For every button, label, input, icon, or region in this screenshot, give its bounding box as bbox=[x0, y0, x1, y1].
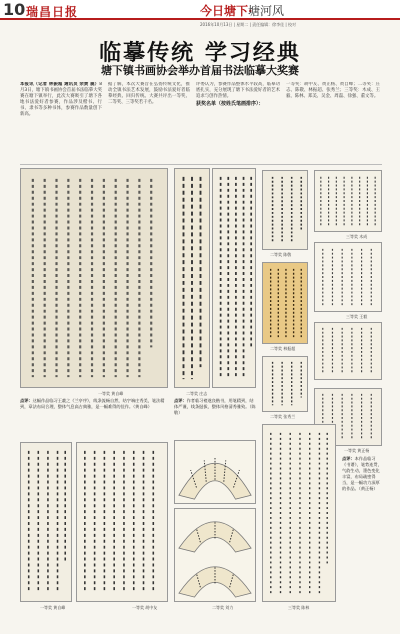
calligraphy-photo-5 bbox=[262, 262, 308, 344]
fan-calligraphy-2 bbox=[174, 508, 256, 602]
comment-1-text: 这幅作品临习王羲之《兰亭序》，线条流畅自然，结字端庄秀美，笔法精到，章法布局合理，整体气息高古典雅，是一幅难得的佳作。（黄自峰） bbox=[20, 398, 165, 409]
dateline: 2016年10月13日 | 星期二 | 责任编辑：徐李佳 | 校对 bbox=[200, 22, 297, 27]
caption-5: 二等奖 林振超 bbox=[270, 346, 296, 351]
comment-3 bbox=[342, 456, 382, 606]
fan-calligraphy-1 bbox=[174, 440, 256, 504]
comment-1-lead: 点评： bbox=[20, 398, 33, 403]
article-column-1 bbox=[20, 82, 102, 157]
comment-2 bbox=[174, 398, 256, 434]
section-subtitle: 塘河风 bbox=[248, 4, 285, 18]
article-text-3: 评委认为，参赛作品整体水平较高，临摹功底扎实，充分展现了塘下书法爱好者的艺术追求与创作热情。 bbox=[196, 82, 280, 99]
calligraphy-photo-3 bbox=[212, 168, 256, 388]
article-column-3 bbox=[196, 82, 280, 157]
caption-6: 二等奖 张秀兰 bbox=[270, 414, 296, 419]
calligraphy-photo-6 bbox=[262, 356, 308, 412]
caption-4: 二等奖 陈敬 bbox=[270, 252, 292, 257]
article-column-2 bbox=[108, 82, 190, 157]
caption-12: 一等奖 胡中友 bbox=[132, 605, 158, 610]
page-number: 10 bbox=[3, 0, 26, 19]
calligraphy-photo-2 bbox=[174, 168, 210, 388]
section-title: 今日塘下· bbox=[200, 4, 253, 18]
caption-11: 一等奖 黄自峰 bbox=[40, 605, 66, 610]
caption-13: 二等奖 刘力 bbox=[212, 605, 234, 610]
comment-1 bbox=[20, 398, 168, 434]
calligraphy-photo-12 bbox=[76, 442, 168, 602]
caption-1: 一等奖 黄自峰 bbox=[98, 391, 124, 396]
masthead bbox=[0, 0, 400, 20]
comment-3-text: 本作品临习《书谱》，笔势连贯，气韵生动，墨色变化丰富，布局疏密得当，是一幅功力深厚的作品。（黄正杨） bbox=[342, 456, 382, 491]
divider bbox=[20, 164, 382, 165]
article-text-2: 据了解，本次大赛旨在弘扬传统文化，推动全镇书法艺术发展，鼓励书法爱好者临摹经典、回归传统。大赛共评出一等奖、二等奖、三等奖若干名。 bbox=[108, 82, 190, 105]
comment-2-text: 作者临习褚遂良楷书，用笔精到，结体严谨，线条挺拔，整体风格清秀雅致。（陈敬） bbox=[174, 398, 256, 415]
award-list: 一等奖：胡中友、黄正杨、黄自峰；二等奖：庄志、陈敬、林振超、张秀兰；三等奖：木成、王毅、陈林、郑美、吴金、周磊、徐强、董文等。 bbox=[286, 82, 380, 99]
caption-3: 二等奖 庄志 bbox=[186, 391, 208, 396]
headline: 临摹传统 学习经典 bbox=[99, 41, 301, 66]
comment-2-lead: 点评： bbox=[174, 398, 187, 403]
award-list-title: 获奖名单（按姓氏笔画排序）： bbox=[196, 101, 264, 107]
article-column-4 bbox=[286, 82, 380, 157]
caption-14: 三等奖 陈林 bbox=[288, 605, 310, 610]
calligraphy-photo-13 bbox=[262, 424, 336, 602]
calligraphy-photo-9 bbox=[314, 322, 382, 380]
caption-10: 一等奖 黄正杨 bbox=[344, 448, 370, 453]
article-text-1: 8月3日，塘下镇书画协会首届书法临摹大奖赛在塘下镇举行，此次大赛吸引了塘下各地书法爱好者参赛，作品涉及楷书、行书、隶书等多种书体，参赛作品数量创下新高。 bbox=[20, 82, 102, 117]
calligraphy-photo-11 bbox=[20, 442, 72, 602]
comment-3-lead: 点评： bbox=[342, 456, 355, 461]
caption-8: 三等奖 王毅 bbox=[346, 314, 368, 319]
caption-7: 三等奖 木成 bbox=[346, 234, 368, 239]
calligraphy-photo-8 bbox=[314, 242, 382, 312]
calligraphy-photo-4 bbox=[262, 170, 308, 250]
calligraphy-photo-1 bbox=[20, 168, 168, 388]
article-lead: 本报讯（记者 林振超 通讯员 余黄 鹿） bbox=[20, 82, 100, 87]
paper-name: 瑞昌日报 bbox=[26, 5, 79, 19]
subheadline: 塘下镇书画协会举办首届书法临摹大奖赛 bbox=[101, 64, 299, 77]
calligraphy-photo-7 bbox=[314, 170, 382, 232]
